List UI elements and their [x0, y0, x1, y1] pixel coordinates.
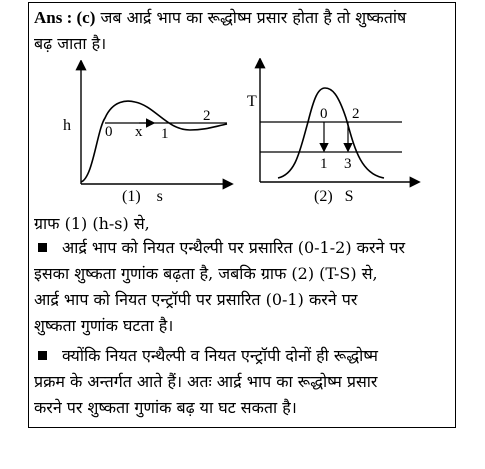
answer-text-1: जब आर्द्र भाप का रूद्धोष्म प्रसार होता है तो शुष्कतांष: [100, 8, 407, 27]
graph2-point-1: 1: [320, 156, 328, 172]
bullet2-line-1: क्योंकि नियत एन्थैल्पी व नियत एन्ट्रॉपी दोनों ही रूद्धोष्म: [62, 346, 378, 365]
bullet2-line-3: करने पर शुष्कता गुणांक बढ़ या घट सकता है।: [34, 398, 297, 417]
graph2-ylabel: T: [247, 93, 257, 110]
graph1-caption: (1) s: [122, 188, 163, 205]
answer-line-2: बढ़ जाता है।: [34, 34, 107, 53]
answer-line-1: [34, 8, 406, 28]
bullet1-line-1: आर्द्र भाप को नियत एन्थैल्पी पर प्रसारित (0-1-2) करने पर: [62, 238, 406, 257]
graph2-point-0: 0: [320, 106, 328, 122]
graph-2-ts-diagram: [242, 58, 422, 188]
graph1-point-2: 2: [203, 108, 211, 124]
graph1-ylabel: h: [63, 117, 71, 134]
bullet-marker-1: [38, 243, 47, 252]
answer-label: Ans : (c): [34, 8, 96, 27]
graph2-caption: (2) S: [314, 188, 354, 205]
bullet1-line-4: शुष्कता गुणांक घटता है।: [34, 316, 174, 335]
graph2-point-3: 3: [344, 156, 352, 172]
graph1-point-x: x: [135, 124, 143, 140]
graph2-saturation-dome: [278, 88, 384, 178]
graph2-xlabel: S: [344, 188, 354, 205]
graph-1-hs-diagram: [55, 60, 235, 190]
graph2-point-2: 2: [352, 106, 360, 122]
bullet-marker-2: [38, 351, 47, 360]
graph1-xlabel: s: [156, 188, 163, 205]
bullet2-line-2: प्रक्रम के अन्तर्गत आते हैं। अतः आर्द्र भाप का रूद्धोष्म प्रसार: [34, 372, 378, 391]
bullet1-line-2: इसका शुष्कता गुणांक बढ़ता है, जबकि ग्राफ (2) (T-S) से,: [34, 264, 378, 283]
intro-line: ग्राफ (1) (h-s) से,: [34, 214, 150, 233]
graph1-point-1: 1: [161, 126, 169, 142]
bullet1-line-3: आर्द्र भाप को नियत एन्ट्रॉपी पर प्रसारित (0-1) करने पर: [34, 290, 358, 309]
graph1-point-0: 0: [105, 124, 113, 140]
